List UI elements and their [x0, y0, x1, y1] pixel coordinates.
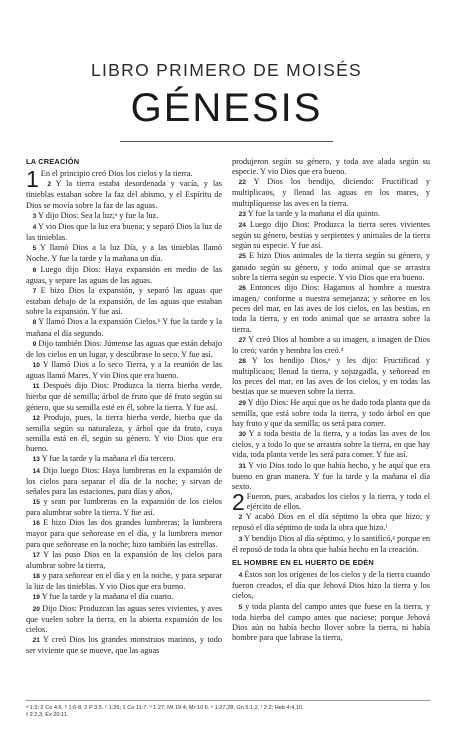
- chapter-number: 2: [232, 489, 245, 515]
- verse-text: Y dijo Dios: Sea la luz;ᵃ y fue la luz.: [38, 210, 159, 220]
- verse: [26, 413, 222, 455]
- verse-text: Dijo también Dios: Júntense las aguas que están debajo de los cielos en un lugar, y descúbrase lo seco. Y fue así.: [26, 338, 222, 359]
- book-subtitle: LIBRO PRIMERO DE MOISÉS: [90, 60, 363, 80]
- verse-number: 21: [32, 637, 40, 645]
- verse-number: 3: [32, 212, 37, 220]
- verse-number: 28: [238, 357, 246, 365]
- verse-number: 14: [32, 467, 40, 475]
- verse-number: 11: [32, 383, 40, 391]
- verse: [26, 497, 222, 518]
- verse: [26, 222, 222, 243]
- verse-text: Y la tierra estaba desordenada y vacía, y las tinieblas estaban sobre la faz del abismo, y el Espíritu de Dios se movía sobre la faz de las aguas.: [26, 179, 222, 210]
- verse-text: E hizo Dios la expansión, y separó las aguas que estaban debajo de la expansión, de las aguas que estaban sobre la expansión. Y fue así.: [26, 285, 222, 317]
- verse-number: 5: [238, 603, 243, 611]
- verse-text: y sean por lumbreras en la expansión de los cielos para alumbrar sobre la tierra. Y fue así.: [26, 497, 222, 518]
- verse-text: Y vio Dios que la luz era buena; y separó Dios la luz de las tinieblas.: [26, 221, 222, 243]
- verse-number: 17: [32, 551, 40, 559]
- footnote-line: ᵃ 1:3; 2 Co 4:6. ᵇ 1:6-8; 2 P 3:5. ᶜ 1:26; 1 Co 11:7. ᵈ 1:27; Mt 19:4; Mr 10:6. ᵉ 1:27,28; Gn 5:1,2. ᶠ 2:2; Heb 4:4,10.: [26, 705, 304, 711]
- verse-number: 25: [238, 253, 246, 261]
- book-title: GÉNESIS: [130, 86, 323, 130]
- verse: [26, 571, 222, 592]
- verse-number: 20: [32, 605, 40, 613]
- verse-text: En el principio creó Dios los cielos y la tierra.: [40, 169, 193, 179]
- right-column: [232, 157, 430, 643]
- verse-number: 27: [238, 336, 246, 344]
- verse-continuation: produjeron según su género, y toda ave alada según su especie. Y vio Dios que era bueno.: [232, 157, 430, 177]
- verse-text: Y las puso Dios en la expansión de los cielos para alumbrar sobre la tierra,: [26, 549, 222, 570]
- verse-1-1: [26, 166, 222, 193]
- verse-number: 10: [32, 361, 40, 369]
- verse-number: 18: [32, 573, 40, 581]
- footnotes: [26, 705, 430, 720]
- verse: [26, 635, 222, 656]
- verse: [232, 398, 430, 429]
- footnote-divider: [26, 700, 430, 701]
- verse: [232, 570, 430, 601]
- verse-text: Y llamó Dios a lo seco Tierra, y a la reunión de las aguas llamó Mares. Y vio Dios que era bueno.: [26, 359, 222, 381]
- verse-text: y toda planta del campo antes que fuese en la tierra, y toda hierba del campo antes que naciese; porque Jehová Dios aún no había hecho llover sobre la tierra, ni había hombre para que labrase la tierra,: [232, 601, 431, 643]
- verse-number: 4: [238, 572, 243, 580]
- verse-text: E hizo Dios animales de la tierra según su género, y ganado según su género, y todo animal que se arrastra sobre la tierra según su especie. Y vio Dios que era bueno.: [232, 251, 431, 282]
- verse-number: 13: [32, 456, 40, 464]
- verse-number: 31: [238, 462, 246, 470]
- verse-number: 4: [32, 223, 37, 231]
- verse-number: 26: [238, 284, 246, 292]
- verse-text: Dijo Dios: Produzcan las aguas seres vivientes, y aves que vuelen sobre la tierra, en la abierta expansión de los cielos.: [26, 603, 222, 634]
- verse-number: 30: [238, 431, 246, 439]
- section-heading-creation: LA CREACIÓN: [26, 157, 80, 166]
- verse: [232, 602, 430, 644]
- verse-text: Y acabó Dios en el día séptimo la obra que hizo; y reposó el día séptimo de toda la obra que hizo.ᶠ: [232, 512, 430, 533]
- verse-number: 29: [238, 399, 246, 407]
- verse-number: 2: [238, 514, 243, 522]
- verse-text: Luego dijo Dios: Haya expansión en medio de las aguas, y separe las aguas de las aguas.: [26, 264, 223, 285]
- verse-text: Y bendijo Dios al día séptimo, y lo santificó,ᵍ porque en él reposó de toda la obra que había hecho en la creación.: [232, 533, 430, 554]
- verse: [26, 550, 222, 571]
- verse: [26, 381, 222, 412]
- verse: [26, 454, 222, 465]
- verse-text: Y a toda bestia de la tierra, y a todas las aves de los cielos, y a todo lo que se arrastra sobre la tierra, en que hay vida, toda planta verde les será para comer. Y fue así.: [232, 429, 431, 460]
- verse-number: 23: [238, 210, 246, 218]
- verse: [26, 592, 222, 603]
- verse: [232, 177, 430, 208]
- verse: [232, 429, 430, 460]
- verse-text: Y fue la tarde y la mañana el día cuarto.: [41, 592, 174, 602]
- verse-text: Y fue la tarde y la mañana el día tercero.: [41, 454, 176, 464]
- verse: [26, 339, 222, 360]
- verse-text: Fueron, pues, acabados los cielos y la tierra, y todo el ejército de ellos.: [246, 492, 430, 512]
- verse-text: Y vio Dios todo lo que había hecho, y he aquí que era bueno en gran manera. Y fue la tarde y la mañana el día sexto.: [232, 460, 430, 491]
- verse-number: 3: [238, 535, 243, 543]
- chapter-number: 1: [26, 166, 39, 193]
- verse: [232, 283, 430, 335]
- verse-text: Y creó Dios los grandes monstruos marinos, y todo ser viviente que se mueve, que las aguas: [26, 635, 222, 656]
- verse-number: 7: [32, 287, 37, 295]
- verse-number: 5: [32, 245, 37, 253]
- verse: [26, 211, 222, 222]
- verse-number: 9: [32, 340, 37, 348]
- verse: [26, 360, 222, 381]
- verse-number: 22: [238, 179, 246, 187]
- verse: [26, 518, 222, 549]
- verse: [26, 179, 222, 210]
- verse: [26, 286, 222, 317]
- verse-text: Y Dios los bendijo, diciendo: Fructificad y multiplicaos, y llenad las aguas en los mares, y multiplíquense las aves en la tierra.: [232, 177, 430, 208]
- verse-number: 16: [32, 520, 40, 528]
- verse: [232, 335, 430, 356]
- verse: [26, 604, 222, 635]
- verse-text: Y fue la tarde y la mañana el día quinto.: [247, 208, 380, 218]
- verse-text: Y creó Dios al hombre a su imagen, a imagen de Dios lo creó; varón y hembra los creó.ᵈ: [232, 334, 430, 355]
- verse-number: 12: [32, 414, 40, 422]
- verse: [232, 512, 430, 533]
- verse-number: 24: [238, 221, 246, 229]
- verse: [232, 461, 430, 492]
- verse: [26, 243, 222, 264]
- verse-text: Y los bendijo Dios,ᵉ y les dijo: Fructificad y multiplicaos; llenad la tierra, y sojuzgadla, y señoread en los peces del mar, en las aves de los cielos, y en todas las bestias que se mueven sobre la tierra.: [232, 355, 430, 397]
- verse: [232, 251, 430, 282]
- verse-text: Y dijo Dios: He aquí que os he dado toda planta que da semilla, que está sobre toda la tierra, y todo árbol en que hay fruto y que da semilla; os será para comer.: [232, 397, 430, 428]
- verse: [26, 466, 222, 497]
- verse-text: Y llamó Dios a la expansión Cielos.ᵇ Y fue la tarde y la mañana el día segundo.: [26, 317, 222, 338]
- verse-number: 8: [32, 319, 37, 327]
- verse: [232, 220, 430, 251]
- verse-text: E hizo Dios las dos grandes lumbreras; la lumbrera mayor para que señorease en el día, y la lumbrera menor para que señorease en la noche; hizo también las estrellas.: [26, 518, 222, 549]
- verse-text: y para señorear en el día y en la noche, y para separar la luz de las tinieblas. Y vio Dios que era bueno.: [26, 571, 223, 592]
- verse: [232, 534, 430, 555]
- verse-text: Entonces dijo Dios: Hagamos al hombre a nuestra imagen,ᶜ conforme a nuestra semejanza; y señoree en los peces del mar, en las aves de los cielos, en las bestias, en toda la tierra, y en todo animal que se arrastra sobre la tierra.: [232, 282, 430, 334]
- verse: [232, 356, 430, 398]
- title-divider: [120, 141, 333, 142]
- footnote-line: ᵍ 2:2,3; Éx 20:11.: [26, 712, 69, 719]
- verse: [26, 317, 222, 338]
- verse: [26, 265, 222, 286]
- verse-text: Después dijo Dios: Produzca la tierra hierba verde, hierba que dé semilla; árbol de fruto que dé fruto según su género, que su semilla esté en él, sobre la tierra. Y fue así.: [26, 381, 222, 412]
- verse: [232, 209, 430, 220]
- verse-2-1: [232, 489, 430, 515]
- section-heading-eden: EL HOMBRE EN EL HUERTO DE EDÉN: [232, 557, 374, 567]
- verse-text: Éstos son los orígenes de los cielos y de la tierra cuando fueron creados, el día que Jehová Dios hizo la tierra y los cielos,: [232, 570, 430, 601]
- verse-number: 15: [32, 499, 40, 506]
- verse-text: Dijo luego Dios: Haya lumbreras en la expansión de los cielos para separar el día de la noche; y sirvan de señales para las estaciones, para días y años,: [26, 465, 223, 496]
- verse-number: 19: [32, 594, 40, 602]
- verse-text: Produjo, pues, la tierra hierba verde, hierba que da semilla según su naturaleza, y árbol que da fruto, cuya semilla está en él, según su género. Y vio Dios que era bueno.: [26, 412, 222, 454]
- verse-number: 6: [32, 266, 37, 274]
- verse-number: 2: [47, 181, 52, 189]
- left-column: [26, 157, 222, 656]
- verse-text: Y llamó Dios a la luz Día, y a las tinieblas llamó Noche. Y fue la tarde y la mañana un día.: [26, 243, 222, 264]
- verse-text: Luego dijo Dios: Produzca la tierra seres vivientes según su género, bestias y serpientes y animales de la tierra según su especie. Y fue así.: [232, 219, 431, 251]
